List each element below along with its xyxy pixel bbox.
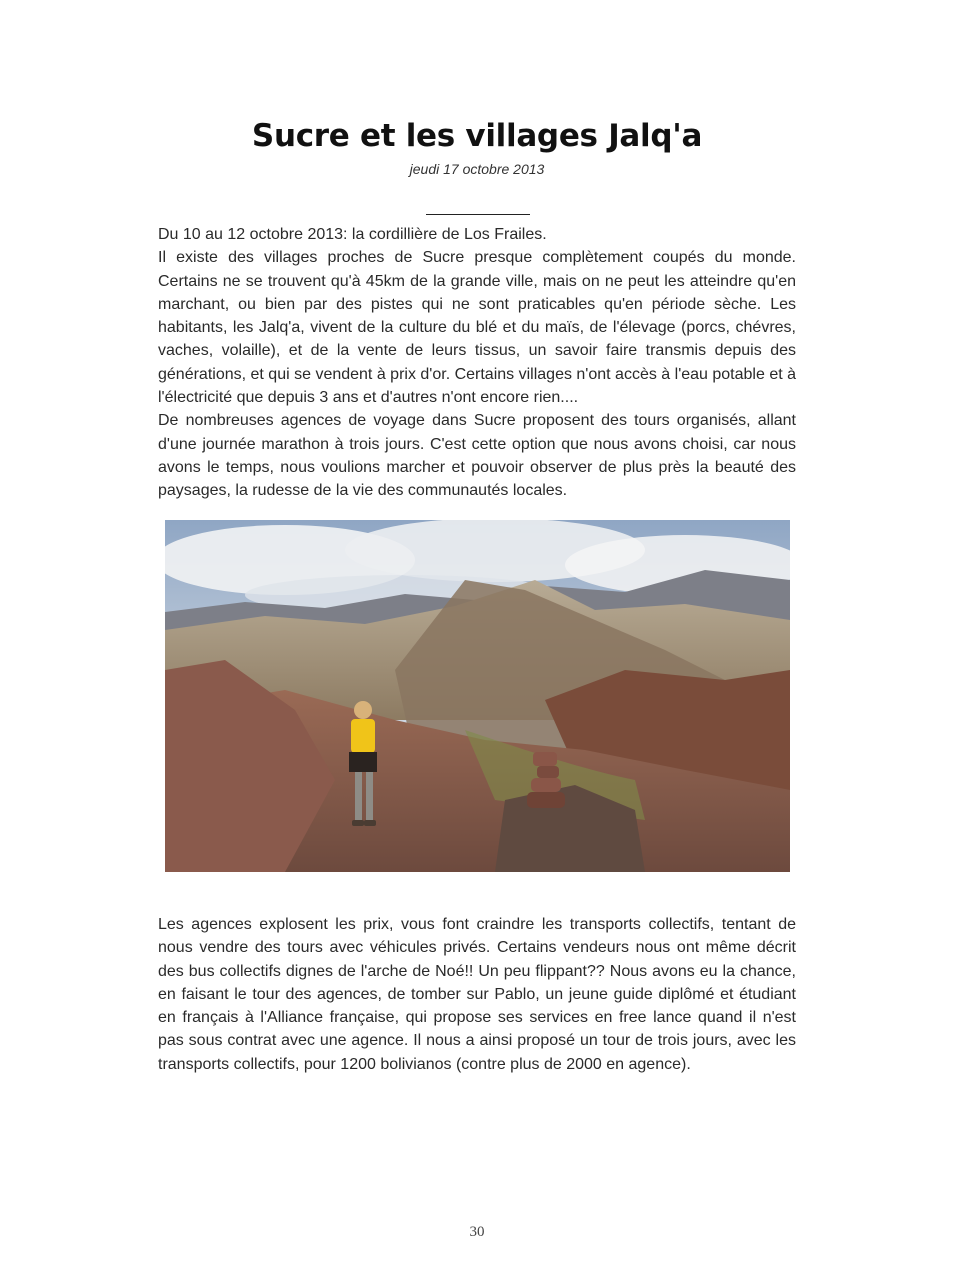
- title-divider: [426, 214, 530, 215]
- intro-line-dates: Du 10 au 12 octobre 2013: la cordillière de Los Frailes.: [158, 226, 547, 243]
- agencies-paragraph: Les agences explosent les prix, vous font craindre les transports collectifs, tentant de nous vendre des tours avec véhicules privés. Certains vendeurs nous ont même décrit des bus collectifs dignes de l'arche de Noé!! Un peu flippant?? Nous avons eu la chance, en faisant le tour des agences, de tomber sur Pablo, un jeune guide diplômé et étudiant en français à l'Alliance française, qui propose ses services en free lance quand il n'est pas sous contrat avec une agence. Il nous a ainsi proposé un tour de trois jours, avec les transports collectifs, pour 1200 bolivianos (contre plus de 2000 en agence).: [158, 916, 796, 1073]
- intro-paragraph: [158, 223, 796, 503]
- intro-line-agencies: De nombreuses agences de voyage dans Sucre proposent des tours organisés, allant d'une journée marathon à trois jours. C'est cette option que nous avons choisi, car nous avons le temps, nous voulions marcher et pouvoir observer de plus près la beauté des paysages, la rudesse de la vie des communautés locales.: [158, 412, 796, 500]
- mountain-trail-photo: [165, 520, 790, 872]
- article-title: Sucre et les villages Jalq'a: [251, 118, 703, 154]
- intro-line-villages: Il existe des villages proches de Sucre presque complètement coupés du monde. Certains ne se trouvent qu'à 45km de la grande ville, mais on ne peut les atteindre qu'en marchant, ou bien par des pistes qui ne sont praticables qu'en période sèche. Les habitants, les Jalq'a, vivent de la culture du blé et du maïs, de l'élevage (porcs, chévres, vaches, volaille), et de la vente de leurs tissus, un savoir faire transmis depuis des générations, et qui se vendent à prix d'or. Certains villages n'ont accès à l'eau potable et à l'électricité que depuis 3 ans et d'autres n'ont encore rien....: [158, 249, 797, 407]
- article-date: jeudi 17 octobre 2013: [409, 161, 545, 177]
- page-number: 30: [469, 1224, 485, 1240]
